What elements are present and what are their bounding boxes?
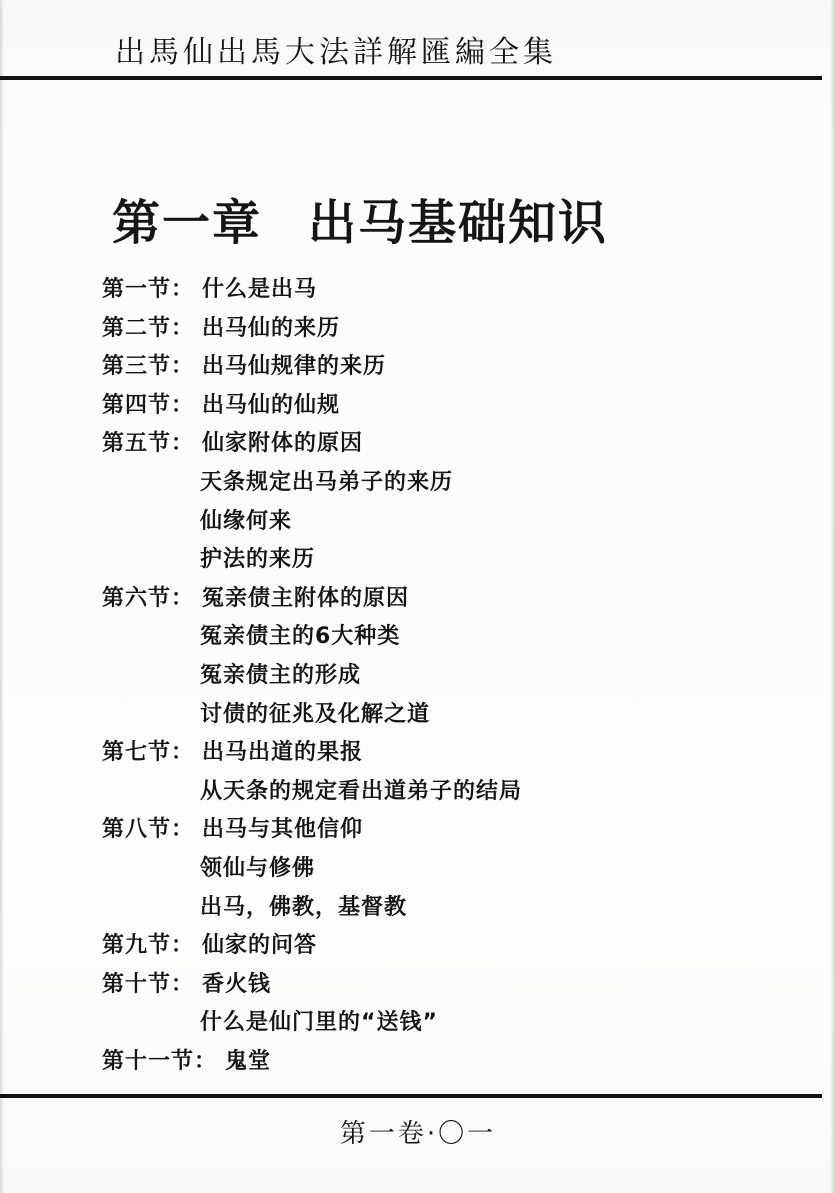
- toc-subsection: [102, 464, 782, 503]
- footer-rule: [0, 1094, 822, 1098]
- toc-section-number: 第七节: [102, 740, 172, 766]
- toc-separator: ：: [171, 817, 195, 843]
- toc-entry-text: 天条规定出马弟子的来历: [200, 469, 454, 495]
- toc-entry-text: 从天条的规定看出道弟子的结局: [200, 778, 523, 804]
- toc-section-number: 第三节: [102, 354, 172, 380]
- toc-subsection: [102, 889, 782, 928]
- toc-subsection: [102, 657, 782, 696]
- chapter-title: [112, 193, 608, 253]
- toc-separator: ：: [194, 1048, 218, 1074]
- table-of-contents: [102, 271, 782, 1081]
- toc-separator: ：: [171, 431, 195, 457]
- toc-section: [102, 734, 782, 773]
- toc-separator: ：: [171, 933, 195, 959]
- toc-separator: ：: [171, 392, 195, 418]
- toc-separator: ：: [171, 354, 195, 380]
- toc-subsection: [102, 503, 782, 542]
- toc-section-number: 第一节: [102, 277, 172, 302]
- toc-entry-text: 出马与其他信仰: [202, 817, 364, 843]
- toc-entry-text: 仙家的问答: [202, 933, 318, 959]
- running-header: 出馬仙出馬大法詳解匯編全集: [115, 35, 557, 70]
- toc-entry-text: 护法的来历: [200, 547, 316, 573]
- chapter-name: 出马基础知识: [308, 195, 609, 251]
- toc-entry-text: 出马仙的仙规: [202, 392, 341, 418]
- header-rule: [0, 76, 822, 80]
- toc-separator: ：: [171, 971, 195, 997]
- toc-entry-text: 冤亲债主的形成: [200, 662, 362, 688]
- toc-section: [102, 425, 782, 464]
- toc-subsection: [102, 541, 782, 580]
- toc-section: [102, 927, 782, 966]
- toc-section-number: 第六节: [102, 585, 172, 611]
- toc-entry-text: 什么是出马: [202, 277, 318, 302]
- toc-section-number: 第十节: [102, 971, 172, 997]
- toc-subsection: [102, 850, 782, 889]
- toc-entry-text: 出马仙规律的来历: [202, 354, 387, 380]
- toc-subsection: [102, 773, 782, 812]
- toc-entry-text: 出马仙的来历: [202, 315, 341, 341]
- toc-section: [102, 811, 782, 850]
- toc-section: [102, 580, 782, 619]
- toc-entry-text: 什么是仙门里的“送钱”: [200, 1010, 438, 1036]
- toc-entry-text: 冤亲债主附体的原因: [202, 585, 410, 611]
- toc-section-number: 第二节: [102, 315, 172, 341]
- toc-entry-text: 出马，佛教，基督教: [200, 894, 408, 920]
- toc-subsection: [102, 618, 782, 657]
- toc-separator: ：: [171, 277, 195, 302]
- toc-section-number: 第十一节: [102, 1048, 195, 1074]
- page-edge-right: [830, 0, 836, 1193]
- toc-section-number: 第九节: [102, 933, 172, 959]
- toc-separator: ：: [171, 315, 195, 341]
- page-edge-left: [0, 0, 4, 1193]
- toc-section: [102, 387, 782, 426]
- page-number: 第一卷·〇一: [339, 1119, 497, 1149]
- toc-entry-text: 讨债的征兆及化解之道: [200, 701, 431, 727]
- toc-entry-text: 出马出道的果报: [202, 740, 364, 766]
- toc-entry-text: 领仙与修佛: [200, 855, 316, 881]
- toc-section: [102, 310, 782, 349]
- toc-entry-text: 香火钱: [202, 971, 272, 997]
- toc-section-number: 第八节: [102, 817, 172, 843]
- toc-subsection: [102, 696, 782, 735]
- toc-entry-text: 冤亲债主的6大种类: [200, 624, 401, 650]
- toc-section-number: 第四节: [102, 392, 172, 418]
- chapter-number: 第一章: [112, 195, 263, 251]
- toc-subsection: [102, 1004, 782, 1043]
- toc-section: [102, 1043, 782, 1082]
- toc-section: [102, 271, 782, 310]
- toc-entry-text: 仙家附体的原因: [202, 431, 364, 457]
- toc-entry-text: 仙缘何来: [200, 508, 293, 534]
- toc-section: [102, 966, 782, 1005]
- toc-section-number: 第五节: [102, 431, 172, 457]
- toc-entry-text: 鬼堂: [225, 1048, 272, 1074]
- toc-separator: ：: [171, 585, 195, 611]
- toc-separator: ：: [171, 740, 195, 766]
- toc-section: [102, 348, 782, 387]
